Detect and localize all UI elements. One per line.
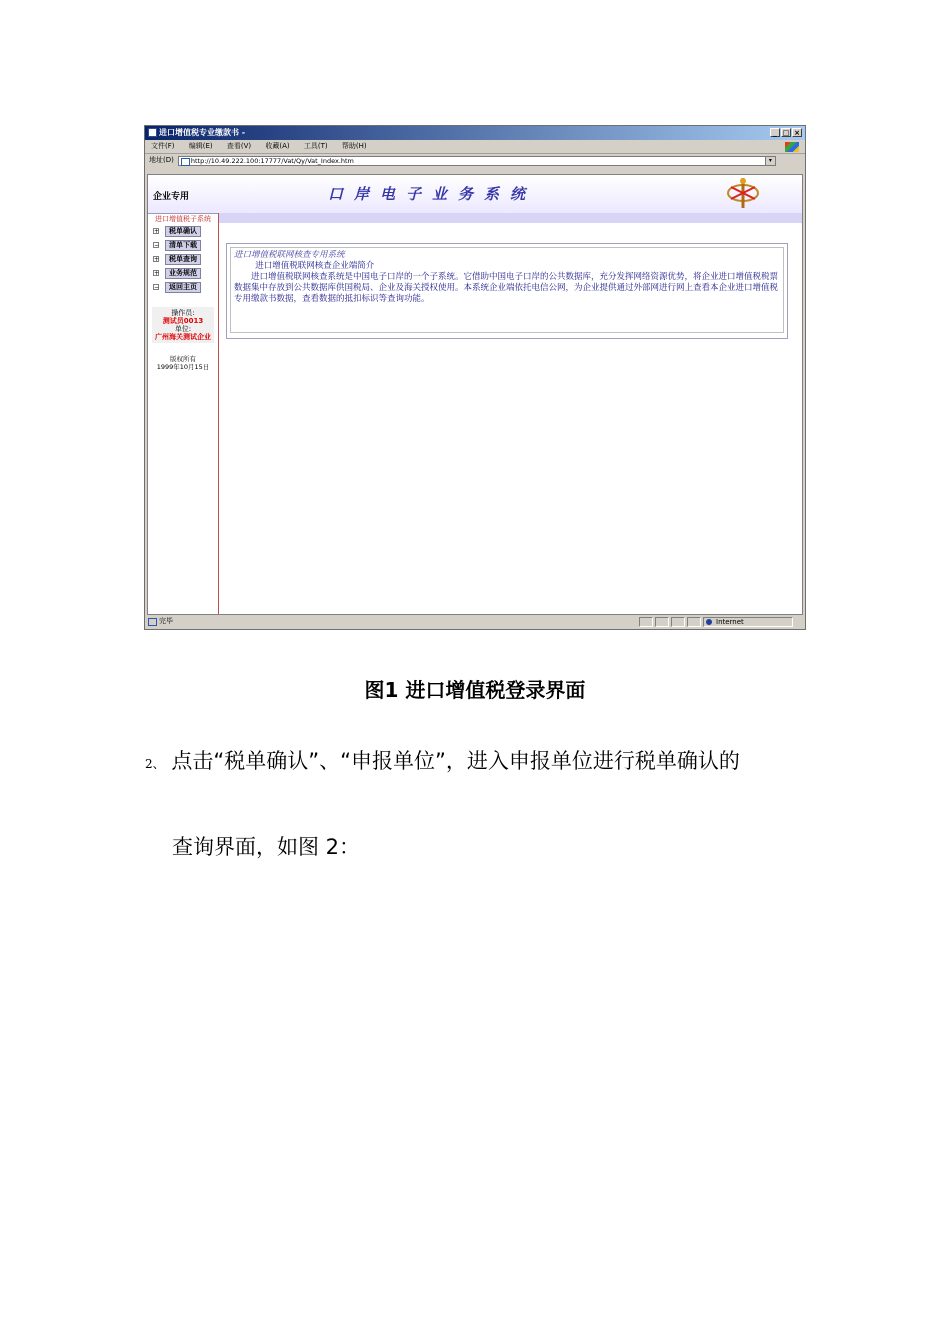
- menu-help[interactable]: 帮助(H): [341, 142, 367, 150]
- menu-tools[interactable]: 工具(T): [303, 142, 328, 150]
- step-number: 2、: [145, 757, 165, 771]
- step-paragraph: [145, 746, 740, 779]
- collapse-icon[interactable]: −: [154, 242, 160, 249]
- ie-page-icon: [148, 128, 157, 137]
- menu-favorites[interactable]: 收藏(A): [265, 142, 290, 150]
- intro-subheading: 进口增值税联网核查企业端简介: [255, 261, 375, 271]
- status-cell: [671, 617, 685, 627]
- operator-info: [152, 307, 214, 343]
- expand-icon[interactable]: +: [154, 256, 160, 263]
- address-url: http://10.49.222.100:17777/Vat/Qy/Vat_Index.htm: [190, 156, 354, 165]
- maximize-icon[interactable]: □: [782, 129, 790, 137]
- address-input[interactable]: [178, 156, 776, 166]
- menu-view[interactable]: 查看(V): [226, 142, 252, 150]
- site-banner: [148, 175, 802, 214]
- unit-value: 广州海关测试企业: [155, 333, 211, 341]
- expand-icon[interactable]: +: [154, 270, 160, 277]
- corp-label: 企业专用: [153, 192, 190, 202]
- sidebar-item-home[interactable]: − 返回主页: [148, 281, 218, 293]
- sidebar-item-tax-confirm[interactable]: + 税单确认: [148, 225, 218, 237]
- address-dropdown-icon[interactable]: ▾: [765, 157, 775, 165]
- operator-value: 测试员0013: [162, 317, 204, 325]
- address-label: 地址(D): [149, 156, 174, 164]
- system-name: 口岸电子业务系统: [328, 185, 537, 203]
- step-paragraph-continued: 查询界面，如图 2：: [172, 835, 361, 859]
- content-header-strip: [219, 213, 802, 223]
- browser-window-screenshot: [144, 125, 806, 630]
- window-title: 进口增值税专业缴款书 -: [159, 128, 246, 137]
- figure-caption: 图1 进口增值税登录界面: [364, 678, 586, 702]
- copyright: 版权所有 1999年10月15日: [148, 355, 218, 371]
- operator-label: 操作员:: [171, 309, 195, 317]
- intro-box: [226, 243, 788, 339]
- intro-heading: 进口增值税联网核查专用系统: [234, 250, 345, 260]
- expand-icon[interactable]: +: [154, 228, 160, 235]
- intro-body: 进口增值税联网核查系统是中国电子口岸的一个子系统。它借助中国电子口岸的公共数据库，充分发挥网络资源优势，将企业进口增值税税票数据集中存放到公共数据库供国税局、企业及海关授权使用。本系统企业端依托电信公网，为企业提供通过外部网进行网上查看本企业进口增值税专用缴款书数据，查看数据的抵扣标识等查询功能。: [234, 272, 779, 304]
- page-icon: [181, 158, 190, 166]
- page-viewport: [147, 174, 803, 615]
- sidebar: [148, 213, 219, 614]
- menu-edit[interactable]: 编辑(E): [188, 142, 213, 150]
- close-icon[interactable]: ×: [792, 128, 802, 137]
- status-zone: Internet: [703, 617, 793, 627]
- status-cell: [655, 617, 669, 627]
- windows-logo-icon: [785, 142, 799, 152]
- status-cell: [639, 617, 653, 627]
- sidebar-item-business-rules[interactable]: + 业务规范: [148, 267, 218, 279]
- step-text: 点击“税单确认”、“申报单位”，进入申报单位进行税单确认的: [171, 749, 740, 773]
- menu-file[interactable]: 文件(F): [151, 142, 175, 150]
- sidebar-item-list-download[interactable]: − 清单下载: [148, 239, 218, 251]
- status-done: 完毕: [147, 615, 637, 628]
- customs-emblem-icon: [723, 177, 763, 209]
- sidebar-item-tax-query[interactable]: + 税单查询: [148, 253, 218, 265]
- unit-label: 单位:: [174, 325, 192, 333]
- status-cell: [687, 617, 701, 627]
- menubar: [145, 140, 805, 154]
- collapse-icon[interactable]: −: [154, 284, 160, 291]
- minimize-icon[interactable]: _: [770, 128, 780, 137]
- sidebar-system-title: 进口增值税子系统: [155, 215, 211, 223]
- copyright-date: 1999年10月15日: [156, 363, 210, 371]
- status-bar: [147, 615, 803, 628]
- window-titlebar: [145, 126, 805, 140]
- address-bar: [145, 154, 805, 167]
